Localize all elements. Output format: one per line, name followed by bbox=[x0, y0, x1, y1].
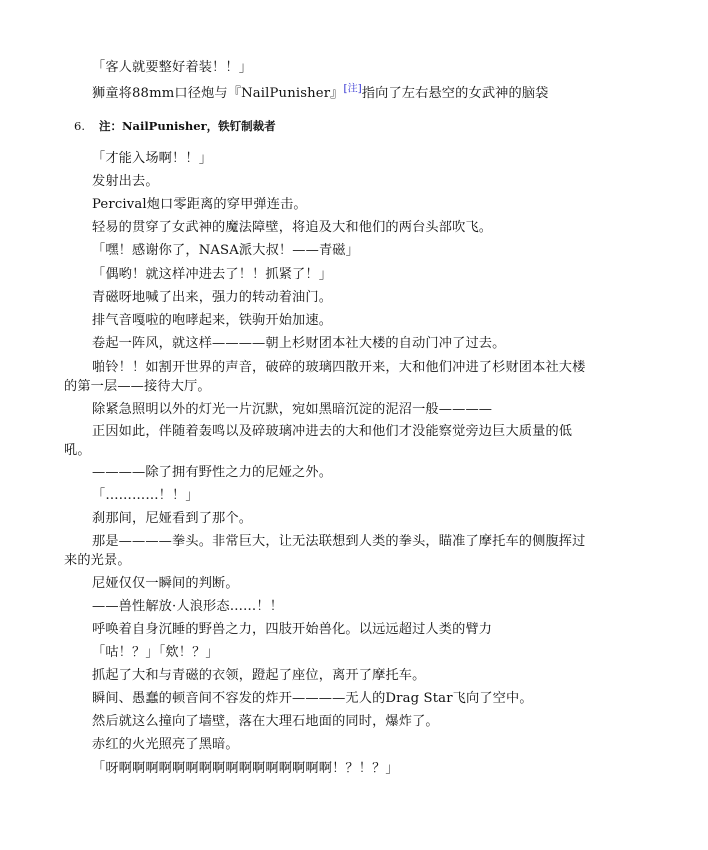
paragraph: 那是————拳头。非常巨大，让无法联想到人类的拳头，瞄准了摩托车的侧腹挥过来的光景。 bbox=[64, 534, 586, 568]
paragraph: 抓起了大和与青磁的衣领，蹬起了座位，离开了摩托车。 bbox=[92, 668, 426, 683]
paragraph: 啪铃！！如割开世界的声音，破碎的玻璃四散开来，大和他们冲进了杉财团本社大楼的第一层——接待大厅。 bbox=[64, 360, 586, 394]
paragraph: 「才能入场啊！！」 bbox=[92, 151, 213, 166]
paragraph-text: 狮童将88mm口径炮与『NailPunisher』 bbox=[92, 86, 344, 101]
paragraph: 瞬间、愚蠢的顿音间不容发的炸开————无人的Drag Star飞向了空中。 bbox=[92, 691, 533, 706]
paragraph: 「…………！！」 bbox=[92, 488, 199, 503]
paragraph: 「咕！？」「欸！？」 bbox=[92, 645, 219, 660]
paragraph: 排气音嘎啦的咆哮起来，铁驹开始加速。 bbox=[92, 313, 333, 328]
paragraph: 「偶哟！就这样冲进去了！！抓紧了！」 bbox=[92, 267, 333, 282]
paragraph: 除紧急照明以外的灯光一片沉默，宛如黑暗沉淀的泥沼一般———— bbox=[92, 402, 493, 417]
paragraph: 青磁呀地喊了出来，强力的转动着油门。 bbox=[92, 290, 333, 305]
paragraph: 发射出去。 bbox=[92, 174, 159, 189]
paragraph: Percival炮口零距离的穿甲弹连击。 bbox=[92, 197, 307, 212]
paragraph bbox=[92, 85, 549, 102]
paragraph: 「呀啊啊啊啊啊啊啊啊啊啊啊啊啊啊啊啊！？！？」 bbox=[92, 761, 399, 776]
paragraph: 正因如此，伴随着轰鸣以及碎玻璃冲进去的大和他们才没能察觉旁边巨大质量的低吼。 bbox=[64, 424, 573, 458]
paragraph: ——兽性解放·人浪形态……！！ bbox=[92, 599, 284, 614]
paragraph: 然后就这么撞向了墙壁，落在大理石地面的同时，爆炸了。 bbox=[92, 714, 439, 729]
paragraph: 「嘿！感谢你了，NASA派大叔！——青磁」 bbox=[92, 243, 359, 258]
paragraph: 刹那间，尼娅看到了那个。 bbox=[92, 511, 253, 526]
footnote bbox=[74, 119, 276, 133]
paragraph: 轻易的贯穿了女武神的魔法障壁，将追及大和他们的两台头部吹飞。 bbox=[92, 220, 493, 235]
paragraph: 「客人就要整好着装！！」 bbox=[92, 60, 253, 75]
paragraph: ————除了拥有野性之力的尼娅之外。 bbox=[92, 465, 333, 480]
footnote-text: 注：NailPunisher，铁钉制裁者 bbox=[98, 119, 276, 133]
paragraph-text: 指向了左右悬空的女武神的脑袋 bbox=[361, 86, 549, 101]
paragraph: 卷起一阵风，就这样————朝上杉财团本社大楼的自动门冲了过去。 bbox=[92, 336, 506, 351]
paragraph: 尼娅仅仅一瞬间的判断。 bbox=[92, 576, 239, 591]
footnote-link[interactable]: [注] bbox=[343, 83, 362, 95]
footnote-number: 6. bbox=[74, 119, 85, 133]
paragraph: 赤红的火光照亮了黑暗。 bbox=[92, 737, 239, 752]
paragraph: 呼唤着自身沉睡的野兽之力，四肢开始兽化。以远远超过人类的臂力 bbox=[92, 622, 493, 637]
